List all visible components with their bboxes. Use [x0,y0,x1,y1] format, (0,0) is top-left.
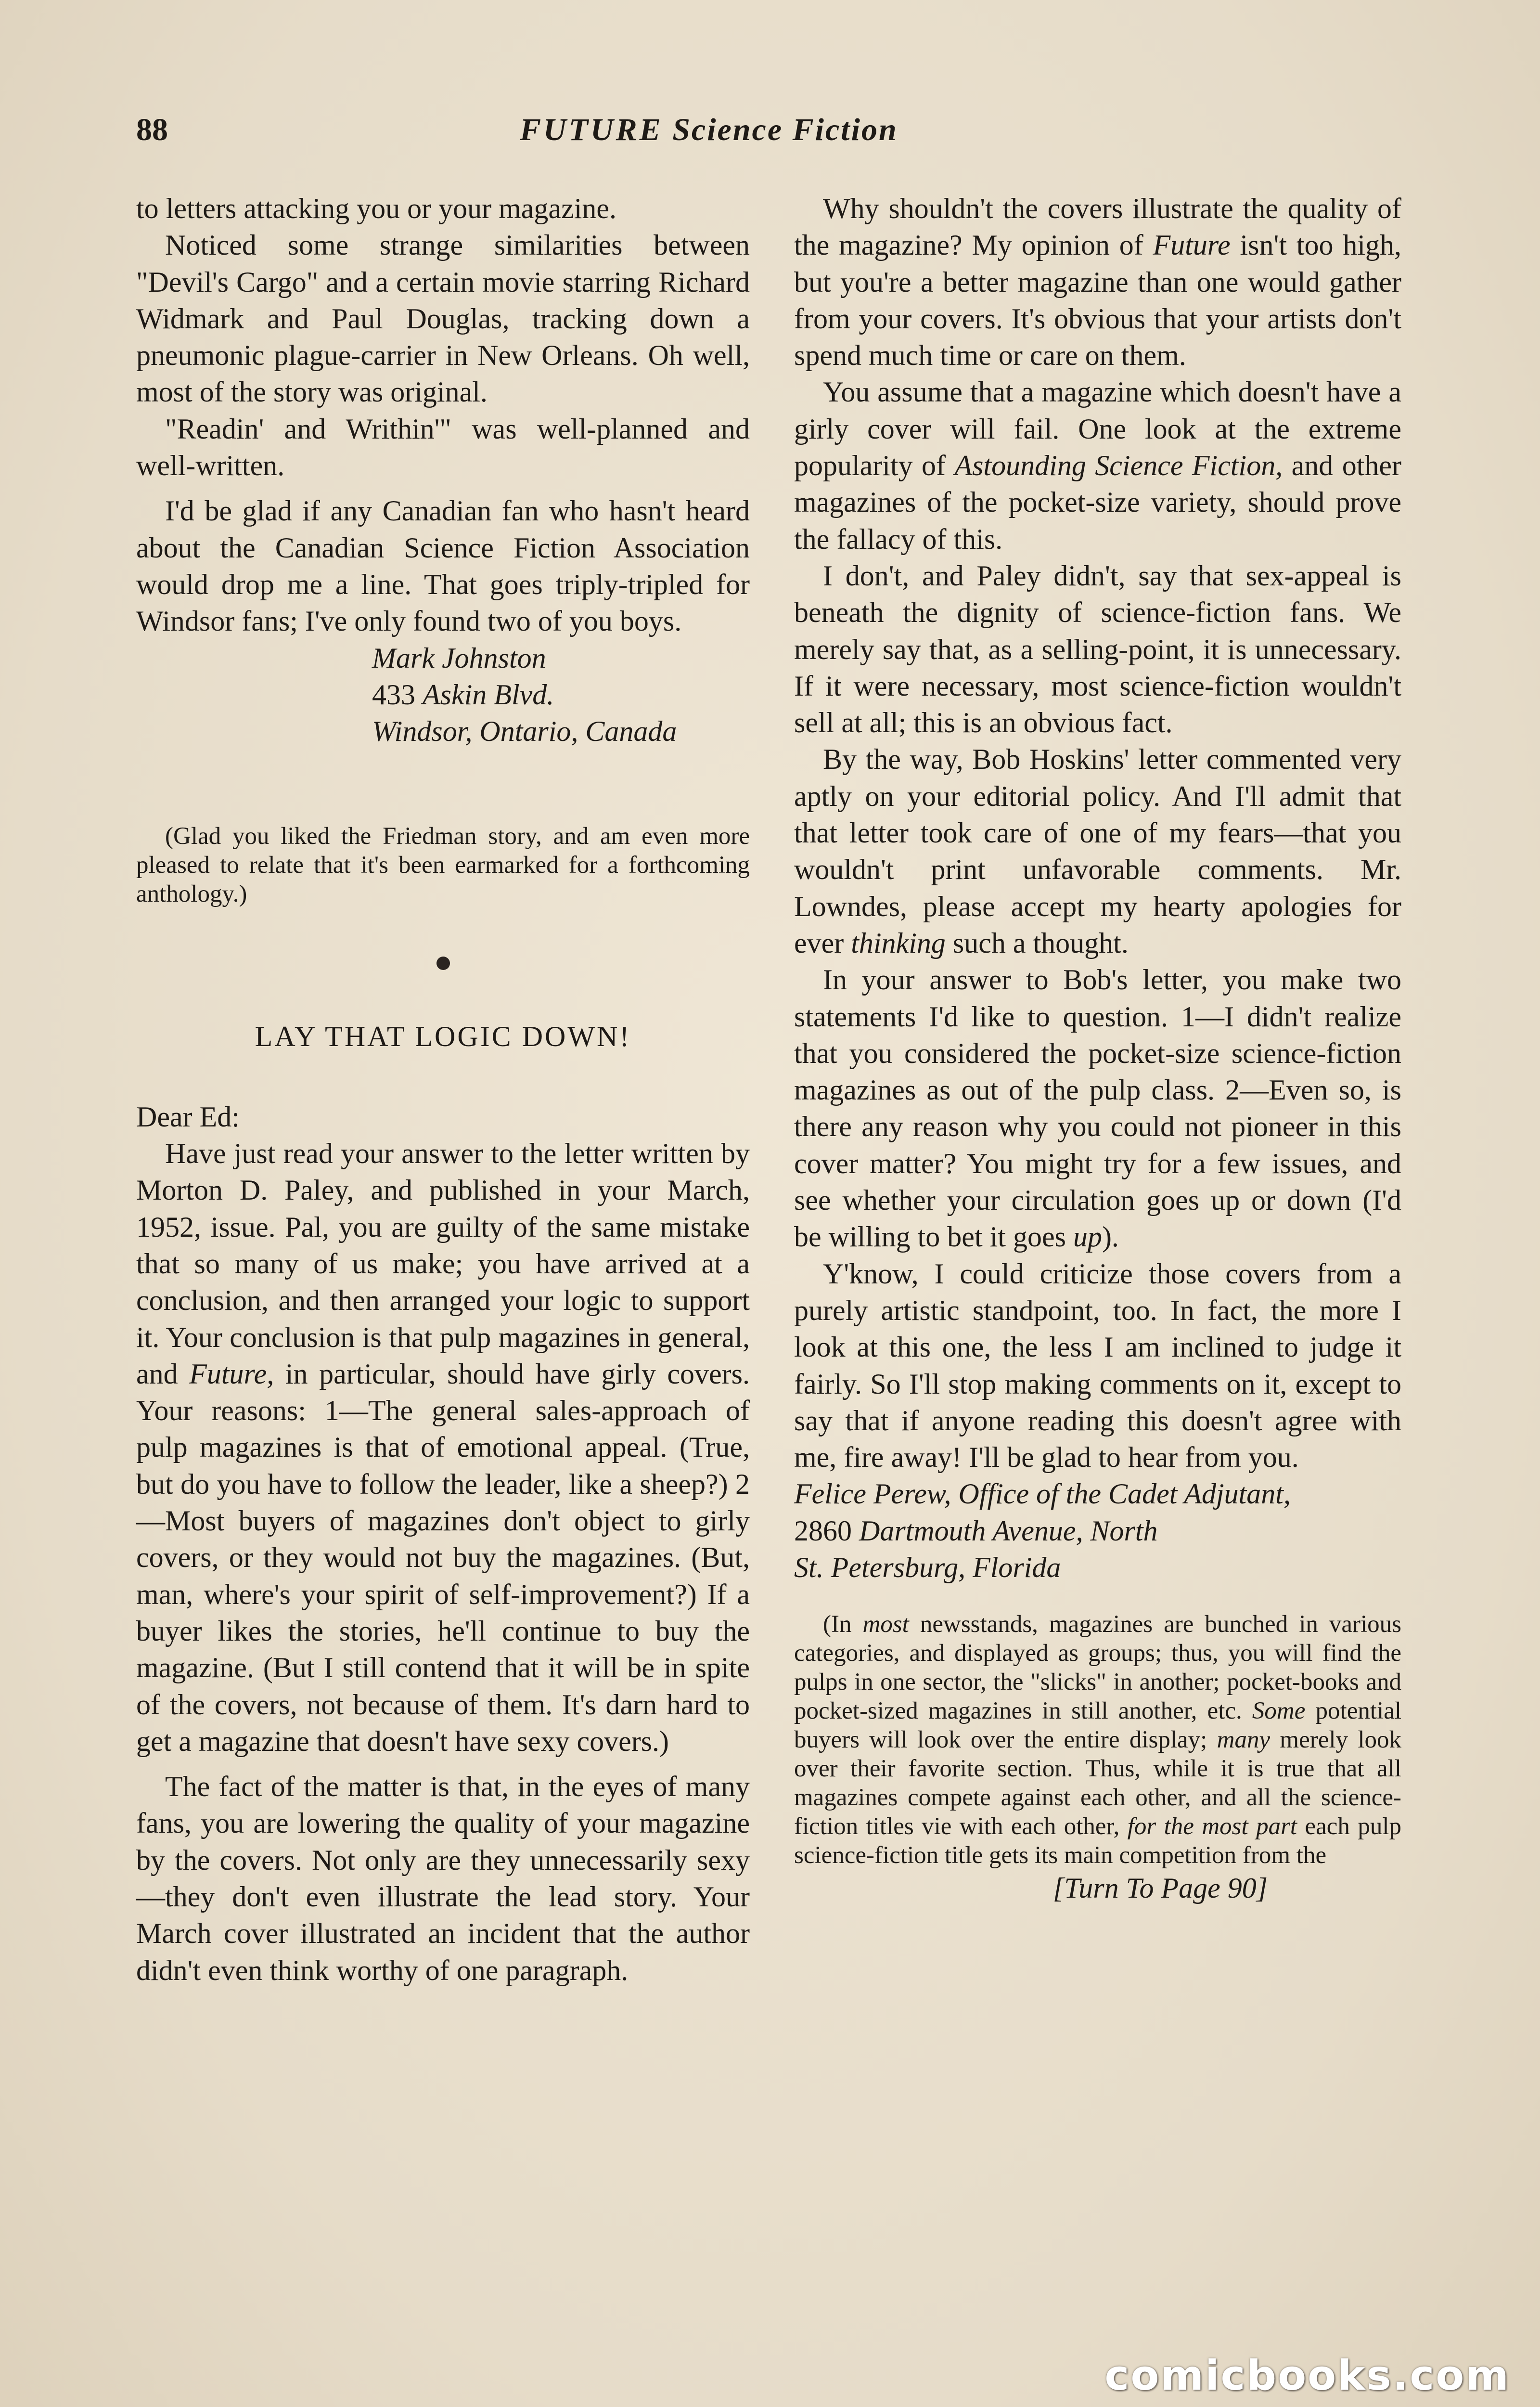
paragraph: I'd be glad if any Canadian fan who hasn't heard about the Canadian Science Fiction Association would drop me a line. That goes triply-tripled for Windsor fans; I've only found two of you boys. [136,495,750,637]
address-number: 2860 [794,1514,852,1547]
paragraph: In your answer to Bob's letter, you make two statements I'd like to question. 1—I didn't realize that you considered the pocket-size science-fiction magazines as out of the pulp class. 2—Even so, is there any reason why you could not pioneer in this cover matter? You might try for a few issues, and see whether your circulation goes up or down (I'd be willing to bet it goes up). [794,964,1401,1253]
paragraph: Y'know, I could criticize those covers from a purely artistic standpoint, too. In fact, the more I look at this one, the less I am inclined to judge it fairly. So I'll stop making comments on it, except to say that if anyone reading this doesn't agree with me, fire away! I'll be glad to hear from you. [794,1257,1401,1474]
address-city: St. Petersburg, Florida [794,1551,1061,1583]
paragraph: You assume that a magazine which doesn't have a girly cover will fail. One look at the extreme popularity of Astounding Science Fiction, and other magazines of the pocket-size variety, should prove the fallacy of this. [794,376,1401,555]
paragraph: Have just read your answer to the letter written by Morton D. Paley, and published in your March, 1952, issue. Pal, you are guilty of the same mistake that so many of us make; you have arrived at a conclusion, and then arranged your logic to support it. Your conclusion is that pulp magazines in general, and Future, in particular, should have girly covers. Your reasons: 1—The general sales-approach of pulp magazines is that of emotional appeal. (True, but do you have to follow the leader, like a sheep?) 2—Most buyers of magazines don't object to girly covers, or they would not buy the magazines. (But, man, where's your spirit of self-improvement?) If a buyer likes the stories, he'll continue to buy the magazine. (But I still contend that it will be in spite of the covers, not because of them. It's darn hard to get a magazine that doesn't have sexy covers.) [136,1138,750,1757]
signature-block [794,1475,1401,1586]
magazine-name: FUTURE [520,112,663,147]
signature-name: Mark Johnston [372,642,546,674]
address-number: 433 [372,678,415,711]
paragraph: Noticed some strange similarities between "Devil's Cargo" and a certain movie starring Richard Widmark and Paul Douglas, tracking down a pneumonic plague-carrier in New Orleans. Oh well, most of the story was original. [136,229,750,408]
paragraph: to letters attacking you or your magazine. [136,193,616,224]
address-street: Askin Blvd. [423,678,554,711]
editor-note: (In most newsstands, magazines are bunched in various categories, and displayed as groups; thus, you will find the pulps in one sector, the "slicks" in another; pocket-books and pocket-sized magazines in still another, etc. Some potential buyers will look over the entire display; many merely look over their favorite section. Thus, while it is true that all magazines compete against each other, and all the science-fiction titles vie with each other, for the most part each pulp science-fiction title gets its main competition from the [794,1611,1402,1869]
paragraph: By the way, Bob Hoskins' letter commented very aptly on your editorial policy. And I'll admit that that letter took care of one of my fears—that you wouldn't print unfavorable comments. Mr. Lowndes, please accept my hearty apologies for ever thinking such a thought. [794,743,1401,959]
letter-title: LAY THAT LOGIC DOWN! [255,1021,631,1053]
address-street: Dartmouth Avenue, North [859,1514,1158,1547]
signature-block [136,640,750,750]
signature-name: Felice Perew, Office of the Cadet Adjutant, [794,1478,1291,1510]
salutation: Dear Ed: [136,1100,240,1133]
paragraph: The fact of the matter is that, in the eyes of many fans, you are lowering the quality of your magazine by the covers. Not only are they unnecessarily sexy—they don't even illustrate the lead story. Your March cover illustrated an incident that the author didn't even think worthy of one paragraph. [136,1771,750,1986]
address-city: Windsor, Ontario, Canada [372,715,677,748]
site-watermark: comicbooks.com [1104,2352,1510,2400]
paragraph: Why shouldn't the covers illustrate the quality of the magazine? My opinion of Future isn't too high, but you're a better magazine than one would gather from your covers. It's obvious that your artists don't spend much time or care on them. [794,193,1402,372]
editor-note: (Glad you liked the Friedman story, and am even more pleased to relate that it's been earmarked for a forthcoming anthology.) [136,823,750,908]
page-number: 88 [136,112,168,147]
running-head [520,112,1030,148]
paragraph: "Readin' and Writhin'" was well-planned and well-written. [136,413,750,482]
turn-to-page: [Turn To Page 90] [1052,1872,1268,1904]
right-column [794,190,1401,1907]
paragraph: I don't, and Paley didn't, say that sex-appeal is beneath the dignity of science-fiction fans. We merely say that, as a selling-point, it is unnecessary. If it were necessary, most science-fiction wouldn't sell at all; this is an obvious fact. [794,559,1401,739]
left-column [136,190,750,1989]
magazine-subtitle: Science Fiction [672,112,898,147]
section-bullet [436,957,450,970]
